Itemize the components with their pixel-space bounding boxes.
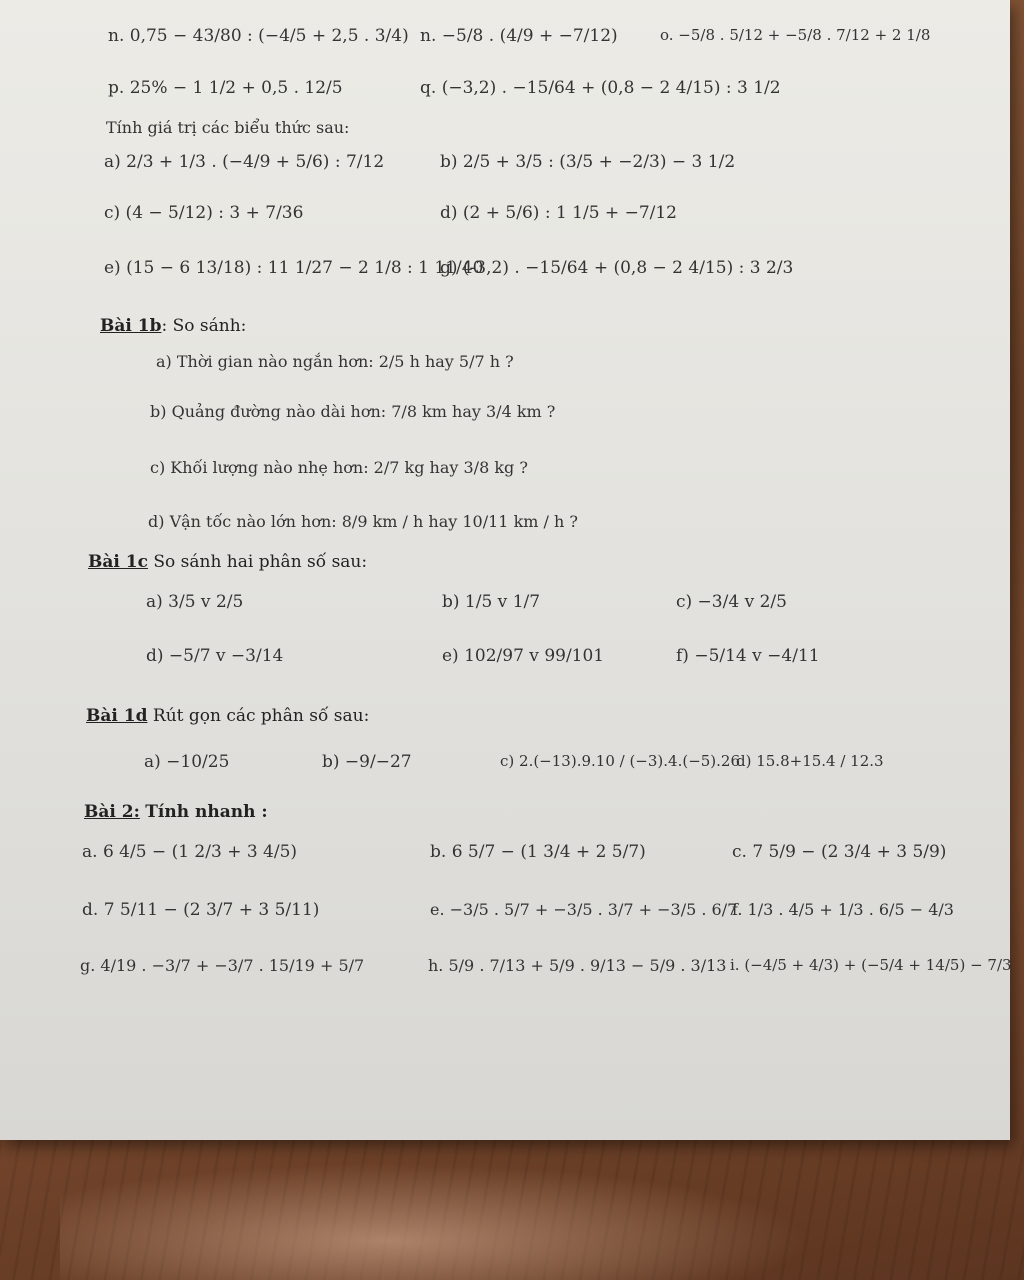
quick-calc-item: e. −3/5 . 5/7 + −3/5 . 3/7 + −3/5 . 6/7 [430,900,738,919]
section-instruction: Tính giá trị các biểu thức sau: [106,118,350,137]
quick-calc-item: g. 4/19 . −3/7 + −3/7 . 15/19 + 5/7 [80,956,365,975]
expr-b: b) 2/5 + 3/5 : (3/5 + −2/3) − 3 1/2 [440,152,736,172]
expr-q: q. (−3,2) . −15/64 + (0,8 − 2 4/15) : 3 1/2 [420,78,781,98]
simplify-item: b) −9/−27 [322,752,412,772]
heading-label: Bài 1b [100,316,162,336]
compare-fraction-item: c) −3/4 v 2/5 [676,592,787,612]
heading-text: So sánh hai phân số sau: [153,552,368,572]
expr-n-1: n. 0,75 − 43/80 : (−4/5 + 2,5 . 3/4) [108,26,409,46]
compare-fraction-item: b) 1/5 v 1/7 [442,592,541,612]
heading-label: Bài 2: [84,802,140,822]
expr-o: o. −5/8 . 5/12 + −5/8 . 7/12 + 2 1/8 [660,26,931,44]
compare-item: d) Vận tốc nào lớn hơn: 8/9 km / h hay 10/11 km / h ? [148,512,578,531]
quick-calc-item: f. 1/3 . 4/5 + 1/3 . 6/5 − 4/3 [732,900,954,919]
compare-fraction-item: e) 102/97 v 99/101 [442,646,605,666]
quick-calc-item: i. (−4/5 + 4/3) + (−5/4 + 14/5) − 7/3 [730,956,1012,974]
heading-bai-1c [88,552,367,572]
quick-calc-item: a. 6 4/5 − (1 2/3 + 3 4/5) [82,842,298,862]
quick-calc-item: h. 5/9 . 7/13 + 5/9 . 9/13 − 5/9 . 3/13 [428,956,727,975]
heading-label: Bài 1d [86,706,148,726]
expr-n-2: n. −5/8 . (4/9 + −7/12) [420,26,618,46]
simplify-item: d) 15.8+15.4 / 12.3 [736,752,884,770]
heading-bai-1d [86,706,369,726]
expr-p: p. 25% − 1 1/2 + 0,5 . 12/5 [108,78,343,98]
expr-e: e) (15 − 6 13/18) : 11 1/27 − 2 1/8 : 1 11/40 [104,258,484,278]
heading-bai-2 [84,802,268,822]
simplify-item: c) 2.(−13).9.10 / (−3).4.(−5).26 [500,752,741,770]
compare-fraction-item: a) 3/5 v 2/5 [146,592,244,612]
heading-text: Tính nhanh : [145,802,268,822]
compare-fraction-item: d) −5/7 v −3/14 [146,646,284,666]
expr-d: d) (2 + 5/6) : 1 1/5 + −7/12 [440,203,677,223]
quick-calc-item: b. 6 5/7 − (1 3/4 + 2 5/7) [430,842,646,862]
expr-g: g) (-3,2) . −15/64 + (0,8 − 2 4/15) : 3 2/3 [440,258,794,278]
compare-fraction-item: f) −5/14 v −4/11 [676,646,820,666]
heading-label: Bài 1c [88,552,148,572]
compare-item: b) Quảng đường nào dài hơn: 7/8 km hay 3/4 km ? [150,402,556,421]
compare-item: a) Thời gian nào ngắn hơn: 2/5 h hay 5/7 h ? [156,352,514,371]
heading-text: : So sánh: [161,316,247,336]
quick-calc-item: c. 7 5/9 − (2 3/4 + 3 5/9) [732,842,947,862]
compare-item: c) Khối lượng nào nhẹ hơn: 2/7 kg hay 3/8 kg ? [150,458,528,477]
quick-calc-item: d. 7 5/11 − (2 3/7 + 3 5/11) [82,900,320,920]
light-glare [60,1150,880,1280]
simplify-item: a) −10/25 [144,752,230,772]
heading-text: Rút gọn các phân số sau: [152,706,370,726]
expr-c: c) (4 − 5/12) : 3 + 7/36 [104,203,304,223]
heading-bai-1b [100,316,246,336]
expr-a: a) 2/3 + 1/3 . (−4/9 + 5/6) : 7/12 [104,152,385,172]
